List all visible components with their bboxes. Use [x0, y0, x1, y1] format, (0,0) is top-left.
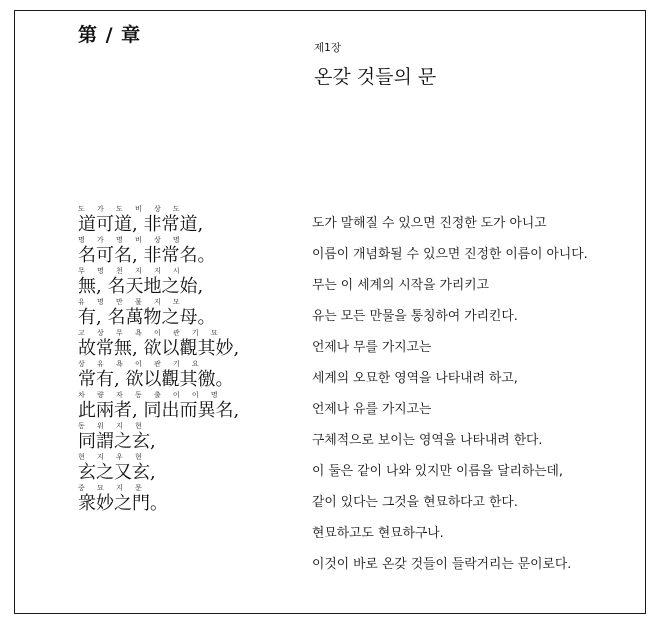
verse-line: [78, 484, 239, 515]
hanja-text-column: [78, 205, 239, 515]
verse-line: [78, 391, 239, 422]
translation-line: 이 둘은 같이 나와 있지만 이름을 달리하는데,: [312, 464, 563, 479]
verse-line: [78, 422, 239, 453]
hangul-reading: 도 가 도 비 상 도: [78, 205, 185, 213]
translation-line: 이것이 바로 온갖 것들이 들락거리는 문이로다.: [312, 557, 572, 572]
translation-line: 구체적으로 보이는 영역을 나타내려 한다.: [312, 433, 543, 448]
hanja-verse: 常有, 欲以觀其徼。: [78, 369, 234, 390]
translation-line: 세계의 오묘한 영역을 나타내려 하고,: [312, 371, 518, 386]
chapter-title: 온갖 것들의 문: [314, 66, 437, 88]
verse-line: [78, 360, 239, 391]
verse-line: [78, 329, 239, 360]
translation-line: 언제나 무를 가지고는: [312, 340, 432, 355]
hangul-reading: 고 상 무 욕 이 관 기 묘: [78, 329, 223, 337]
hangul-reading: 차 량 자 동 출 이 이 명: [78, 391, 223, 399]
hanja-verse: 玄之又玄,: [78, 462, 156, 483]
translation-line: 무는 이 세계의 시작을 가리키고: [312, 278, 489, 293]
translation-line: 유는 모든 만물을 통칭하여 가리킨다.: [312, 309, 518, 324]
hangul-reading: 현 지 우 현: [78, 453, 147, 461]
hangul-reading: 유 명 만 물 지 모: [78, 298, 185, 306]
hanja-verse: 同謂之玄,: [78, 431, 156, 452]
verse-line: [78, 298, 239, 329]
chapter-heading-hanja: 第 / 章: [78, 24, 142, 46]
translation-line: 이름이 개념화될 수 있으면 진정한 이름이 아니다.: [312, 247, 588, 262]
verse-line: [78, 267, 239, 298]
hangul-reading: 동 위 지 현: [78, 422, 147, 430]
hangul-reading: 명 가 명 비 상 명: [78, 236, 185, 244]
hangul-reading: 상 유 욕 이 관 기 요: [78, 360, 204, 368]
translation-line: 같이 있다는 그것을 현묘하다고 한다.: [312, 495, 518, 510]
hanja-verse: 此兩者, 同出而異名,: [78, 400, 240, 421]
chapter-heading-korean: 제1장: [314, 42, 341, 54]
translation-line: 언제나 유를 가지고는: [312, 402, 432, 417]
verse-line: [78, 453, 239, 484]
korean-translation-column: [312, 208, 588, 580]
hanja-verse: 衆妙之門。: [78, 493, 168, 514]
verse-line: [78, 236, 239, 267]
verse-line: [78, 205, 239, 236]
hanja-verse: 無, 名天地之始,: [78, 276, 204, 297]
hangul-reading: 중 묘 지 문: [78, 484, 147, 492]
hanja-verse: 有, 名萬物之母。: [78, 307, 216, 328]
translation-line: 현묘하고도 현묘하구나.: [312, 526, 444, 541]
hanja-verse: 道可道, 非常道,: [78, 214, 204, 235]
hanja-verse: 故常無, 欲以觀其妙,: [78, 338, 240, 359]
hangul-reading: 무 명 천 지 지 시: [78, 267, 185, 275]
translation-line: 도가 말해질 수 있으면 진정한 도가 아니고: [312, 216, 547, 231]
hanja-verse: 名可名, 非常名。: [78, 245, 216, 266]
